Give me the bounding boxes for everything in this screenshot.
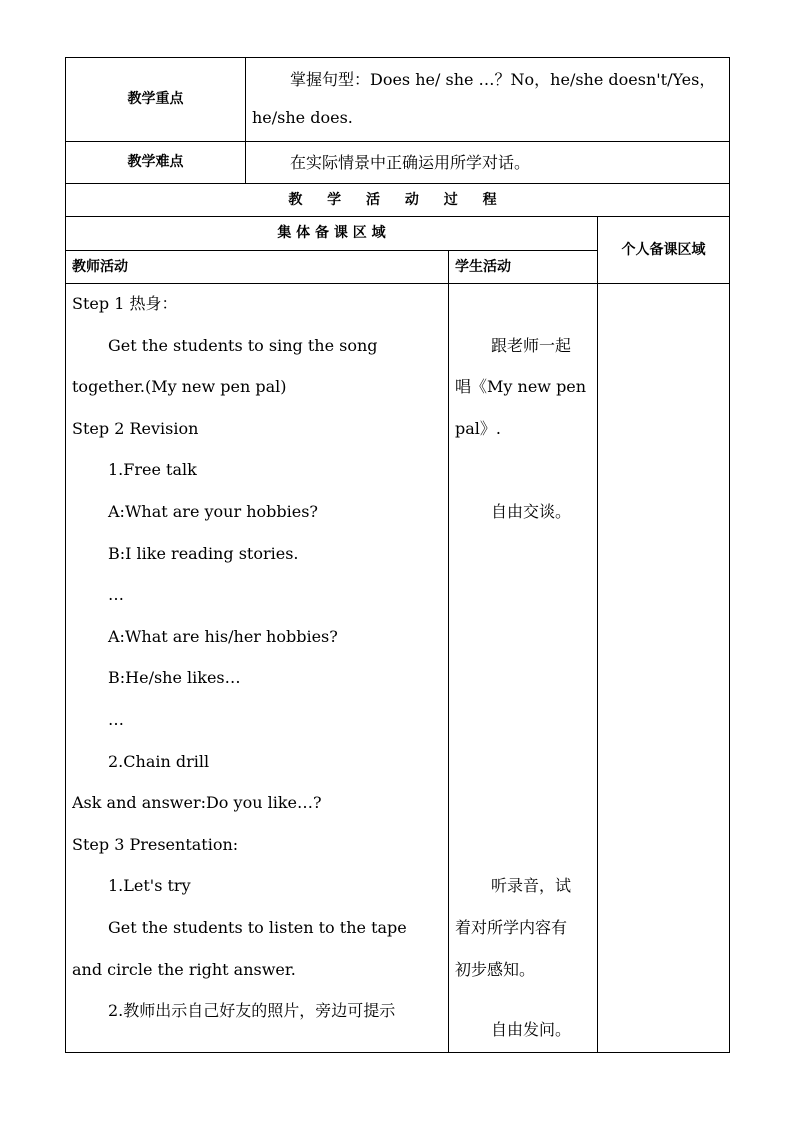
student-line bbox=[455, 657, 596, 699]
student-line bbox=[455, 449, 596, 491]
teacher-line: B:He/she likes… bbox=[108, 668, 241, 688]
key-points-label: 教学重点 bbox=[127, 91, 184, 107]
collective-area-label: 集 体 备 课 区 域 bbox=[277, 225, 386, 241]
student-line: 自由发问。 bbox=[491, 1020, 572, 1039]
teacher-line: … bbox=[108, 585, 124, 605]
student-line bbox=[455, 741, 596, 783]
teacher-activity bbox=[72, 283, 445, 1051]
teacher-line: Step 1 热身： bbox=[72, 294, 178, 313]
student-line bbox=[455, 533, 596, 575]
student-col-label: 学生活动 bbox=[455, 259, 511, 275]
teacher-line: together.(My new pen pal) bbox=[72, 377, 287, 397]
teacher-line: 2.教师出示自己好友的照片，旁边可提示 bbox=[108, 1001, 396, 1021]
difficult-points-label: 教学难点 bbox=[127, 154, 184, 170]
student-line bbox=[455, 782, 596, 824]
col-divider bbox=[448, 250, 449, 1053]
key-points-content bbox=[252, 58, 728, 141]
teacher-line: Get the students to listen to the tape bbox=[108, 917, 407, 937]
col-divider bbox=[597, 216, 598, 1053]
student-line bbox=[455, 824, 596, 866]
col-divider bbox=[245, 57, 246, 183]
key-points-line: 掌握句型：Does he/ she …？No，he/she doesn't/Yes， bbox=[290, 70, 716, 89]
teacher-line: Step 2 Revision bbox=[72, 418, 199, 438]
student-line bbox=[455, 283, 596, 325]
personal-area-label: 个人备课区域 bbox=[621, 242, 706, 258]
student-line: pal》. bbox=[455, 418, 501, 438]
student-line bbox=[455, 616, 596, 658]
teacher-line: Step 3 Presentation: bbox=[72, 834, 239, 854]
student-line: 着对所学内容有 bbox=[455, 917, 568, 937]
teacher-line: and circle the right answer. bbox=[72, 959, 296, 979]
teacher-line: 1.Let's try bbox=[108, 876, 191, 896]
student-line: 听录音，试 bbox=[491, 876, 572, 896]
student-activity bbox=[455, 283, 596, 1051]
teacher-line: A:What are his/her hobbies? bbox=[108, 626, 338, 646]
student-line: 自由交谈。 bbox=[491, 501, 572, 521]
key-points-line: he/she does. bbox=[252, 108, 353, 127]
process-title: 教 学 活 动 过 程 bbox=[288, 192, 507, 208]
difficult-points-content: 在实际情景中正确运用所学对话。 bbox=[290, 153, 531, 172]
teacher-line: 1.Free talk bbox=[108, 460, 197, 480]
teacher-line: 2.Chain drill bbox=[108, 751, 210, 771]
teacher-line: Ask and answer:Do you like…? bbox=[72, 793, 322, 813]
teacher-line: B:I like reading stories. bbox=[108, 543, 299, 563]
teacher-line: … bbox=[108, 709, 124, 729]
teacher-line: Get the students to sing the song bbox=[108, 335, 378, 355]
student-line bbox=[455, 699, 596, 741]
student-line: 唱《My new pen bbox=[455, 377, 587, 397]
student-line: 跟老师一起 bbox=[491, 335, 572, 355]
teacher-line: A:What are your hobbies? bbox=[108, 501, 318, 521]
teacher-col-label: 教师活动 bbox=[72, 259, 128, 275]
student-line: 初步感知。 bbox=[455, 959, 536, 979]
student-line bbox=[455, 574, 596, 616]
